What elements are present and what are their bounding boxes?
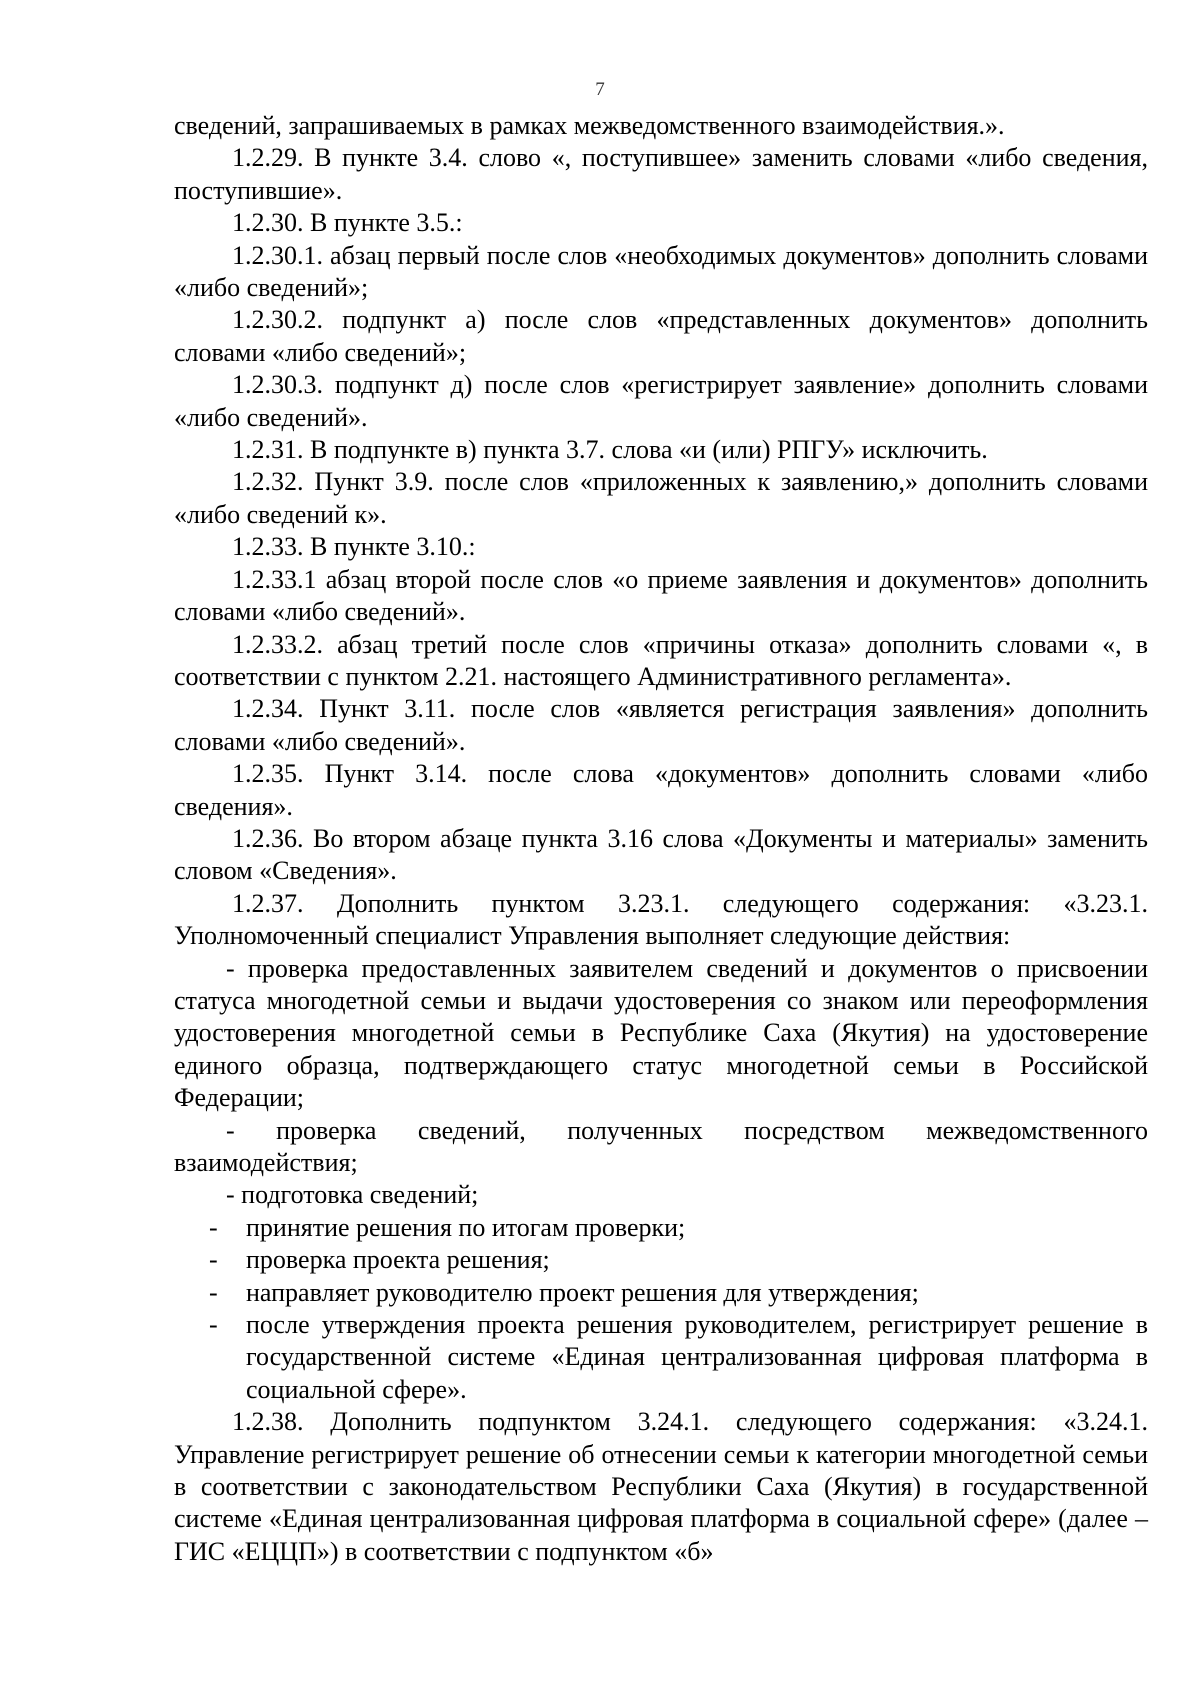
paragraph: 1.2.33. В пункте 3.10.:: [232, 532, 476, 562]
paragraph: 1.2.30.2. подпункт а) после слов «представленных документов» дополнить словами «либо сведений»;: [174, 305, 1148, 367]
bullet-marker: -: [209, 1212, 218, 1242]
paragraph: 1.2.29. В пункте 3.4. слово «, поступившее» заменить словами «либо сведения, поступившие».: [174, 143, 1148, 205]
paragraph: 1.2.32. Пункт 3.9. после слов «приложенных к заявлению,» дополнить словами «либо сведений к».: [174, 467, 1148, 529]
bullet-list-item: [174, 1309, 1148, 1406]
paragraph: 1.2.37. Дополнить пунктом 3.23.1. следующего содержания: «3.23.1. Уполномоченный специалист Управления выполняет следующие действия:: [174, 888, 1148, 951]
bullet-text: принятие решения по итогам проверки;: [246, 1212, 686, 1242]
page-number: 7: [595, 79, 605, 100]
bullet-list-item: [174, 1244, 1148, 1276]
paragraph: сведений, запрашиваемых в рамках межведомственного взаимодействия.».: [174, 111, 1005, 140]
document-body: [174, 110, 1148, 1568]
bullet-text: проверка проекта решения;: [246, 1245, 550, 1275]
bullet-marker: -: [209, 1245, 218, 1275]
bullet-marker: -: [209, 1277, 218, 1307]
bullet-list-item: [174, 1277, 1148, 1309]
paragraph: 1.2.36. Во втором абзаце пункта 3.16 слова «Документы и материалы» заменить словом «Сведения».: [174, 823, 1148, 886]
paragraph: 1.2.33.2. абзац третий после слов «причины отказа» дополнить словами «, в соответствии с пунктом 2.21. настоящего Административного регламента».: [174, 629, 1148, 691]
bullet-list-item: [174, 1212, 1148, 1244]
bullet-text: направляет руководителю проект решения для утверждения;: [246, 1277, 919, 1307]
dash-list-item: - подготовка сведений;: [226, 1180, 479, 1210]
paragraph: 1.2.33.1 абзац второй после слов «о приеме заявления и документов» дополнить словами «либо сведений».: [174, 564, 1148, 627]
paragraph: 1.2.38. Дополнить подпунктом 3.24.1. следующего содержания: «3.24.1. Управление регистрирует решение об отнесении семьи к категории многодетной семьи в соответствии с законодательством Республики Саха (Якутия) в государственной системе «Единая централизованная цифровая платформа в социальной сфере» (далее – ГИС «ЕЦЦП») в соответствии с подпунктом «б»: [174, 1407, 1148, 1566]
paragraph: 1.2.35. Пункт 3.14. после слова «документов» дополнить словами «либо сведения».: [174, 759, 1148, 821]
paragraph: 1.2.30.3. подпункт д) после слов «регистрирует заявление» дополнить словами «либо сведений».: [174, 370, 1148, 432]
dash-list-item: - проверка сведений, полученных посредством межведомственного взаимодействия;: [174, 1115, 1148, 1177]
dash-list-item: - проверка предоставленных заявителем сведений и документов о присвоении статуса многодетной семьи и выдачи удостоверения со знаком или переоформления удостоверения многодетной семьи в Республике Саха (Якутия) на удостоверение единого образца, подтверждающего статус многодетной семьи в Российской Федерации;: [174, 953, 1148, 1113]
paragraph: 1.2.30. В пункте 3.5.:: [232, 208, 463, 238]
paragraph: 1.2.30.1. абзац первый после слов «необходимых документов» дополнить словами «либо сведений»;: [174, 240, 1148, 303]
bullet-text: после утверждения проекта решения руководителем, регистрирует решение в государственной системе «Единая централизованная цифровая платформа в социальной сфере».: [246, 1310, 1148, 1404]
paragraph: 1.2.31. В подпункте в) пункта 3.7. слова «и (или) РПГУ» исключить.: [232, 435, 988, 465]
paragraph: 1.2.34. Пункт 3.11. после слов «является регистрация заявления» дополнить словами «либо сведений».: [174, 694, 1148, 756]
bullet-marker: -: [209, 1310, 218, 1340]
